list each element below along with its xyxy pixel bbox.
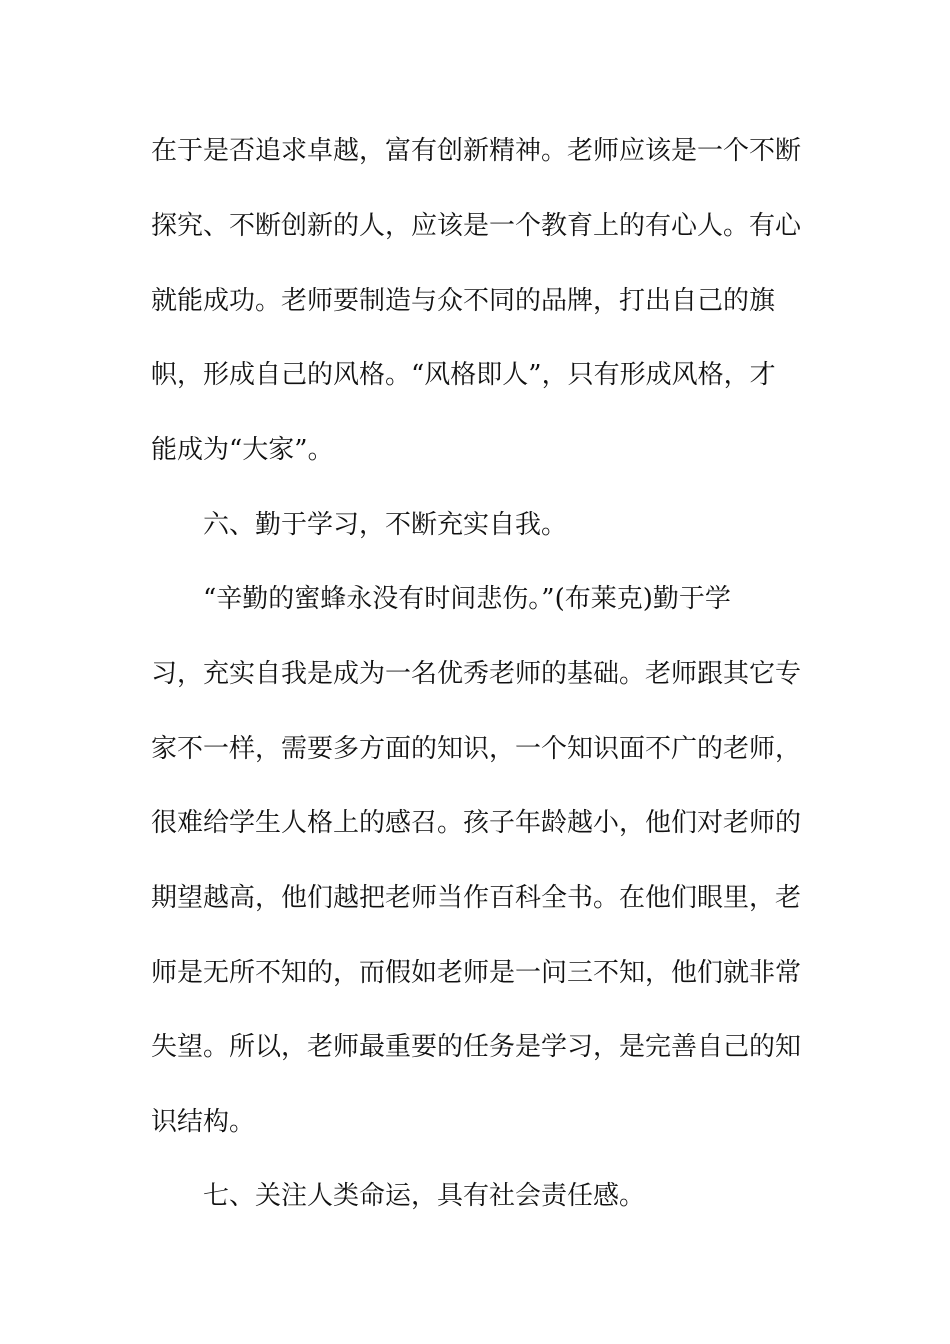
text-line: 识结构。 <box>151 1107 256 1137</box>
text-line: 家不一样，需要多方面的知识，一个知识面不广的老师， <box>151 734 802 764</box>
text-line: 帜，形成自己的风格。“风格即人”，只有形成风格，才 <box>151 360 776 390</box>
text-line: 习，充实自我是成为一名优秀老师的基础。老师跟其它专 <box>151 659 802 689</box>
text-line: 在于是否追求卓越，富有创新精神。老师应该是一个不断 <box>151 136 802 166</box>
text-line: 探究、不断创新的人，应该是一个教育上的有心人。有心 <box>151 211 802 241</box>
text-line: “辛勤的蜜蜂永没有时间悲伤。”(布莱克)勤于学 <box>203 584 731 614</box>
text-line: 就能成功。老师要制造与众不同的品牌，打出自己的旗 <box>151 286 776 316</box>
section-heading: 七、关注人类命运，具有社会责任感。 <box>203 1181 646 1211</box>
text-line: 很难给学生人格上的感召。孩子年龄越小，他们对老师的 <box>151 808 802 838</box>
text-line: 期望越高，他们越把老师当作百科全书。在他们眼里，老 <box>151 883 802 913</box>
text-line: 师是无所不知的，而假如老师是一问三不知，他们就非常 <box>151 958 802 988</box>
section-heading: 六、勤于学习，不断充实自我。 <box>203 510 568 540</box>
text-line: 能成为“大家”。 <box>151 435 334 465</box>
text-line: 失望。所以，老师最重要的任务是学习，是完善自己的知 <box>151 1032 802 1062</box>
